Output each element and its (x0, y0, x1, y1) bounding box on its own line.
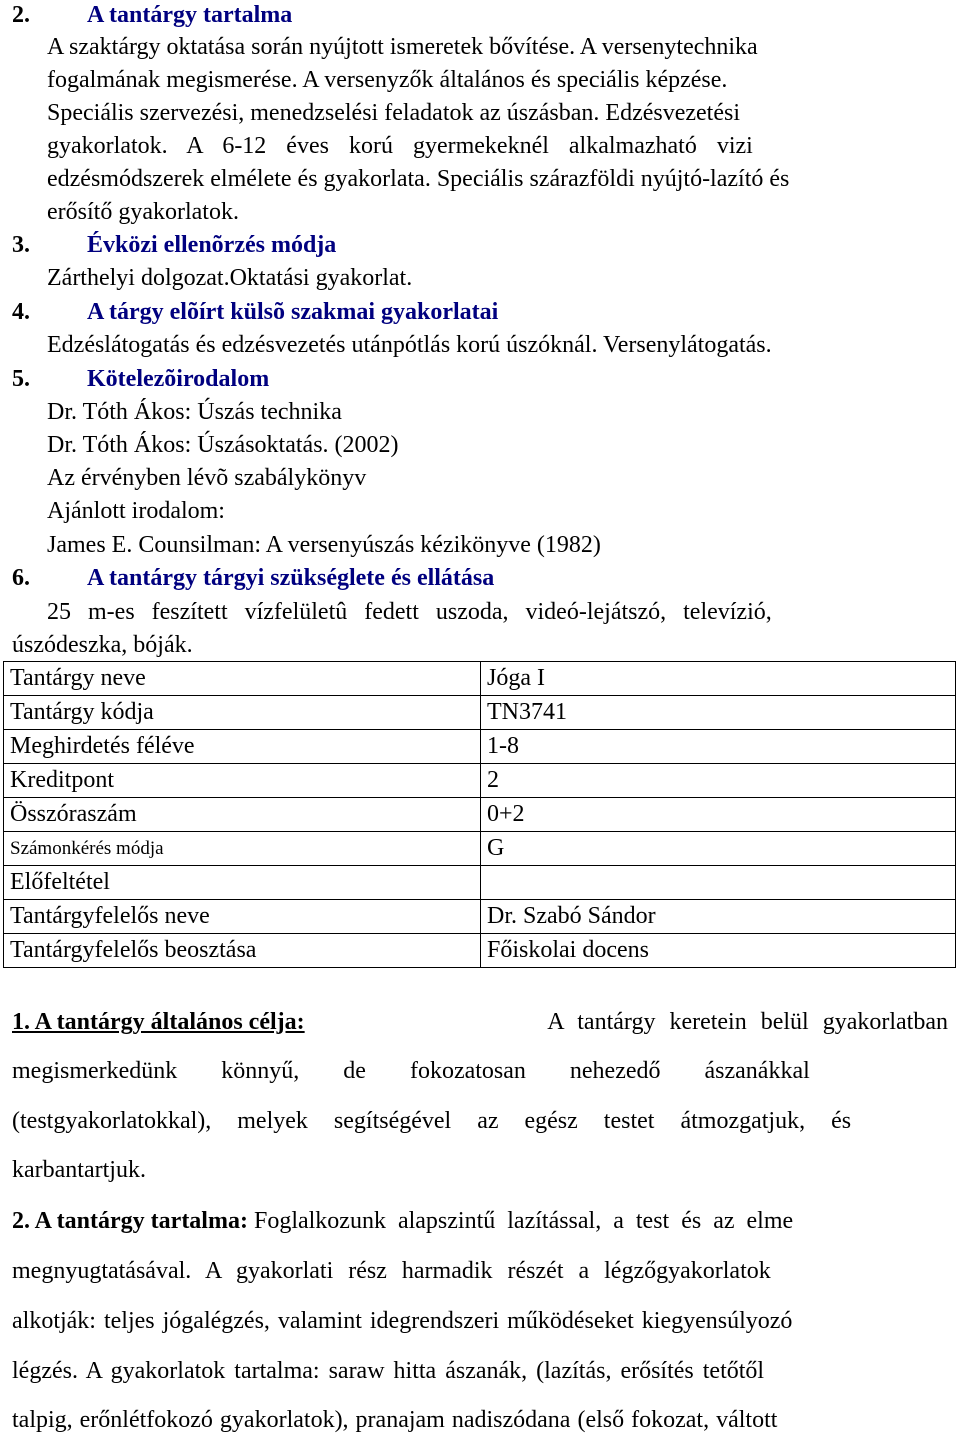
table-value: Dr. Szabó Sándor (481, 900, 956, 934)
table-row (4, 696, 956, 730)
table-value: G (481, 832, 956, 866)
table-value: Jóga I (481, 662, 956, 696)
table-row (4, 662, 956, 696)
content-row-0 (12, 1206, 793, 1236)
section5-number: 5. (12, 366, 30, 392)
goal-row (12, 997, 948, 1047)
section2-line-5: erősítő gyakorlatok. (47, 199, 239, 225)
literature-item: James E. Counsilman: A versenyúszás kézikönyve (1982) (47, 532, 601, 558)
section3-text: Zárthelyi dolgozat.Oktatási gyakorlat. (47, 265, 413, 291)
content-line-4: talpig, erőnlétfokozó gyakorlatok), pranajam nadiszódana (első fokozat, váltott (12, 1407, 778, 1433)
table-key: Tantárgyfelelős neve (4, 900, 481, 934)
section4-heading: A tárgy elõírt külsõ szakmai gyakorlatai (87, 299, 499, 325)
goal-line-0: A tantárgy keretein belül gyakorlatban (547, 1009, 948, 1035)
table-row (4, 866, 956, 900)
table-key: Meghirdetés féléve (4, 730, 481, 764)
table-row (4, 900, 956, 934)
table-row (4, 798, 956, 832)
goal-label (12, 997, 305, 1047)
goal-line-3: karbantartjuk. (12, 1157, 146, 1183)
goal-line-1: megismerkedünk könnyű, de fokozatosan nehezedő ászanákkal (12, 1058, 810, 1084)
table-row (4, 764, 956, 798)
content-line-3: légzés. A gyakorlatok tartalma: saraw hitta ászanák, (lazítás, erősítés tetőtől (12, 1358, 765, 1384)
table-row (4, 934, 956, 968)
table-key: Előfeltétel (4, 866, 481, 900)
section2-line-0-text: A szaktárgy oktatása során nyújtott ismeretek bővítése. A versenytechnika (47, 34, 758, 60)
table-key: Tantárgy neve (4, 662, 481, 696)
section2-line-3: gyakorlatok. A 6-12 éves korú gyermekeknél alkalmazható vizi (47, 133, 753, 159)
section2-heading: A tantárgy tartalma (87, 2, 293, 28)
table-key: Tantárgyfelelős beosztása (4, 934, 481, 968)
section4-number: 4. (12, 299, 30, 325)
table-key: Összóraszám (4, 798, 481, 832)
literature-item: Az érvényben lévõ szabálykönyv (47, 465, 367, 491)
section2-line-0 (47, 32, 949, 62)
content-line-1: megnyugtatásával. A gyakorlati rész harmadik részét a légzőgyakorlatok (12, 1258, 771, 1284)
goal-line-2: (testgyakorlatokkal), melyek segítségével az egész testet átmozgatjuk, és (12, 1108, 852, 1134)
section6-heading: A tantárgy tárgyi szükséglete és ellátása (87, 565, 495, 591)
section6-line-1: 25 m-es feszített vízfelületû fedett uszoda, videó-lejátszó, televízió, (47, 599, 772, 625)
section2-line-1: fogalmának megismerése. A versenyzők általános és speciális képzése. (47, 67, 728, 93)
table-value (481, 866, 956, 900)
table-row (4, 832, 956, 866)
table-value: 2 (481, 764, 956, 798)
section3-heading: Évközi ellenõrzés módja (87, 232, 337, 258)
section2-number: 2. (12, 2, 30, 28)
goal-label-text: 1. A tantárgy általános célja: (12, 1009, 305, 1035)
table-value: TN3741 (481, 696, 956, 730)
table-value: 1-8 (481, 730, 956, 764)
course-info-table (3, 661, 956, 968)
section6-number: 6. (12, 565, 30, 591)
table-value: Főiskolai docens (481, 934, 956, 968)
recommended-literature-label: Ajánlott irodalom: (47, 498, 225, 524)
table-key: Tantárgy kódja (4, 696, 481, 730)
table-value: 0+2 (481, 798, 956, 832)
table-key: Kreditpont (4, 764, 481, 798)
section5-heading: Kötelezõirodalom (87, 366, 270, 392)
section3-number: 3. (12, 232, 30, 258)
table-row (4, 730, 956, 764)
section2-line-4: edzésmódszerek elmélete és gyakorlata. Speciális szárazföldi nyújtó-lazító és (47, 166, 790, 192)
literature-item: Dr. Tóth Ákos: Úszás technika (47, 399, 342, 425)
content-label: 2. A tantárgy tartalma: (12, 1208, 248, 1234)
section6-line-2: úszódeszka, bóják. (12, 632, 193, 658)
section4-text: Edzéslátogatás és edzésvezetés utánpótlás korú úszóknál. Versenylátogatás. (47, 332, 772, 358)
section2-line-2: Speciális szervezési, menedzselési feladatok az úszásban. Edzésvezetési (47, 100, 741, 126)
course-goal-paragraph (12, 997, 948, 1047)
literature-item: Dr. Tóth Ákos: Úszásoktatás. (2002) (47, 432, 399, 458)
table-key: Számonkérés módja (4, 832, 481, 866)
content-line-2: alkotják: teljes jógalégzés, valamint idegrendszeri működéseket kiegyensúlyozó (12, 1308, 793, 1334)
content-line-0: Foglalkozunk alapszintű lazítással, a test és az elme (253, 1208, 794, 1234)
